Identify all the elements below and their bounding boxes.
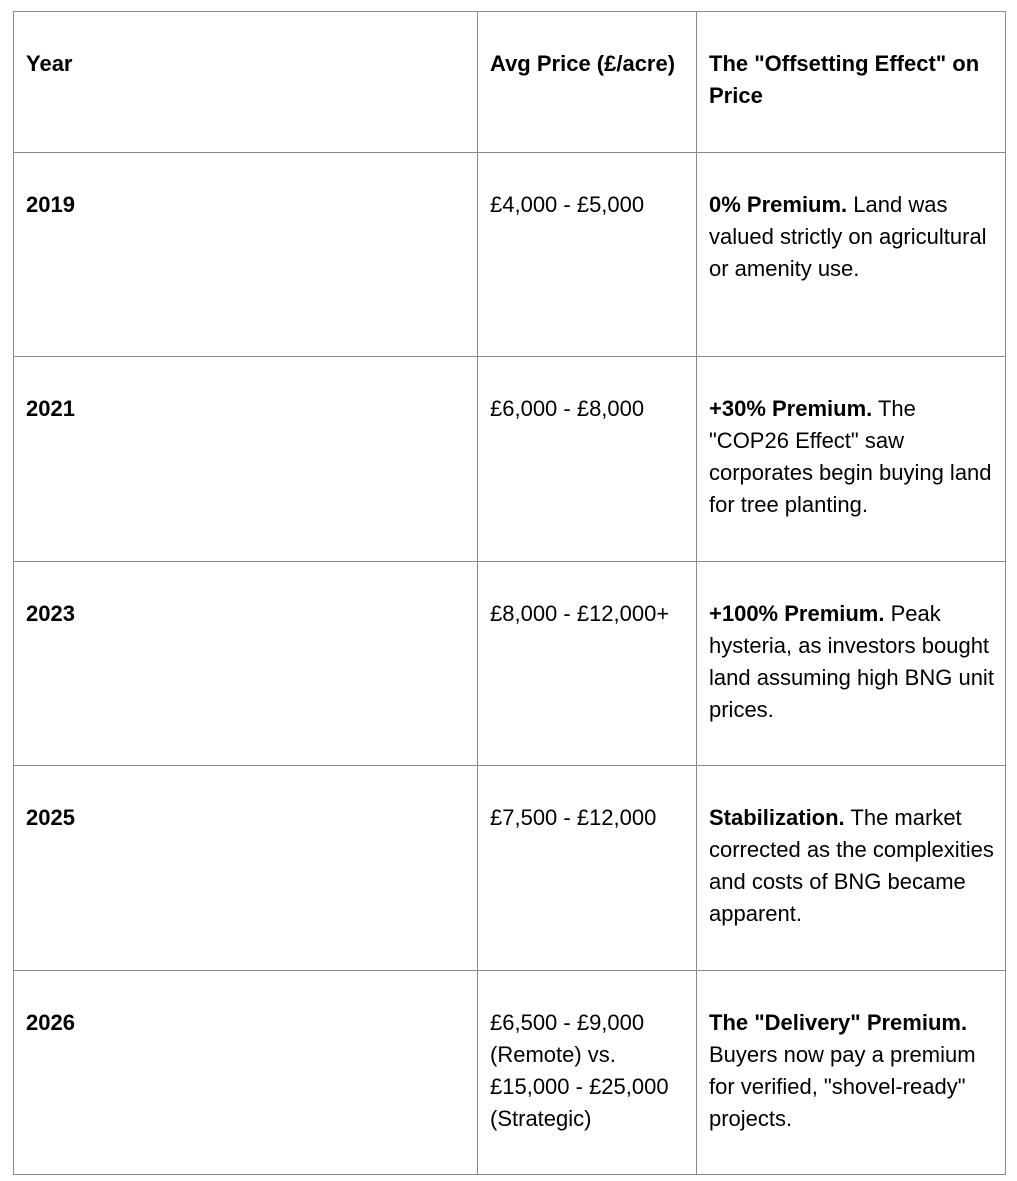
effect-lead: 0% Premium. xyxy=(709,192,848,217)
table-row xyxy=(14,561,1006,765)
year-cell: 2026 xyxy=(14,970,478,1174)
year-cell: 2021 xyxy=(14,357,478,561)
table-row xyxy=(14,153,1006,357)
price-cell: £4,000 - £5,000 xyxy=(478,153,697,357)
price-cell: £7,500 - £12,000 xyxy=(478,766,697,970)
year-cell: 2025 xyxy=(14,766,478,970)
effect-text: The "COP26 Effect" saw corporates begin buying land for tree planting. xyxy=(709,396,992,518)
price-cell: £6,000 - £8,000 xyxy=(478,357,697,561)
land-price-table xyxy=(13,11,1006,1175)
effect-lead: Stabilization. xyxy=(709,805,845,831)
header-offsetting-effect: The "Offsetting Effect" on Price xyxy=(697,12,1006,153)
header-year: Year xyxy=(14,12,478,153)
effect-lead: +100% Premium. xyxy=(709,600,885,626)
year-cell: 2019 xyxy=(14,153,478,357)
header-row xyxy=(14,12,1006,153)
table-body xyxy=(14,153,1006,1175)
effect-text: Land was valued strictly on agricultural or amenity use. xyxy=(709,192,987,281)
effect-lead: +30% Premium. xyxy=(709,396,873,422)
effect-cell xyxy=(697,766,1006,970)
effect-cell xyxy=(697,153,1006,357)
price-cell: £6,500 - £9,000 (Remote) vs. £15,000 - £25,000 (Strategic) xyxy=(478,970,697,1174)
effect-cell xyxy=(697,561,1006,765)
header-avg-price: Avg Price (£/acre) xyxy=(478,12,697,153)
effect-text: The market corrected as the complexities and costs of BNG became apparent. xyxy=(709,805,994,927)
table-header xyxy=(14,12,1006,153)
effect-lead: The "Delivery" Premium. xyxy=(709,1009,968,1035)
table-row xyxy=(14,357,1006,561)
effect-text: Peak hysteria, as investors bought land assuming high BNG unit prices. xyxy=(709,600,994,722)
effect-cell xyxy=(697,357,1006,561)
effect-text: Buyers now pay a premium for verified, "shovel-ready" projects. xyxy=(709,1041,976,1131)
price-cell: £8,000 - £12,000+ xyxy=(478,561,697,765)
year-cell: 2023 xyxy=(14,561,478,765)
effect-cell xyxy=(697,970,1006,1174)
table-row xyxy=(14,970,1006,1174)
table-row xyxy=(14,766,1006,970)
